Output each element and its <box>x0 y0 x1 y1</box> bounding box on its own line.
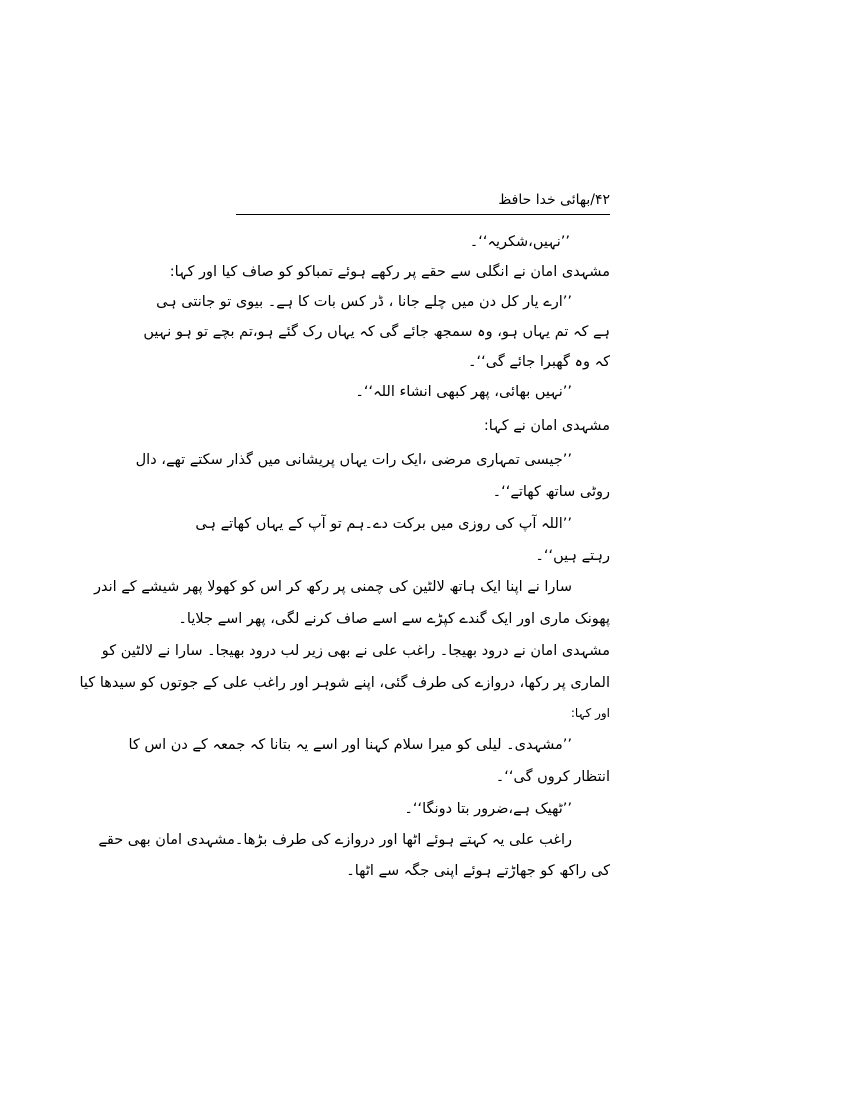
text-line-3: ’’ارے یار کل دن میں چلے جانا ، ڈر کس بات کا ہے۔ بیوی تو جانتی ہی <box>156 294 572 310</box>
text-line-1: ’’نہیں،شکریہ‘‘۔ <box>469 234 570 250</box>
text-line-8: ’’جیسی تمہاری مرضی ،ایک رات یہاں پریشانی میں گذار سکتے تھے، دال <box>135 452 572 468</box>
text-line-6: ’’نہیں بھائی، پھر کبھی انشاء اللہ‘‘۔ <box>355 384 572 400</box>
text-line-16: اور کہا: <box>570 706 610 720</box>
text-line-2: مشہدی امان نے انگلی سے حقے پر رکھے ہوئے تمباکو کو صاف کیا اور کہا: <box>169 264 610 280</box>
text-line-20: راغب علی یہ کہتے ہوئے اٹھا اور دروازے کی طرف بڑھا۔مشہدی امان بھی حقے <box>98 832 572 848</box>
text-line-21: کی راکھ کو جھاڑتے ہوئے اپنی جگہ سے اٹھا۔ <box>346 863 610 879</box>
text-line-11: رہتے ہیں‘‘۔ <box>535 548 610 564</box>
text-line-12: سارا نے اپنا ایک ہاتھ لالٹین کی چمنی پر رکھ کر اس کو کھولا پھر شیشے کے اندر <box>94 579 572 595</box>
text-line-15: الماری پر رکھا، دروازے کی طرف گئی، اپنے شوہر اور راغب علی کے جوتوں کو سیدھا کیا <box>79 675 610 691</box>
text-line-4: ہے کہ تم یہاں ہو، وہ سمجھ جائے گی کہ یہاں رک گئے ہو،تم بچے تو ہو نہیں <box>143 324 610 340</box>
text-line-19: ’’ٹھیک ہے،ضرور بتا دونگا‘‘۔ <box>404 801 572 817</box>
text-line-18: انتظار کروں گی‘‘۔ <box>495 769 610 785</box>
text-line-13: پھونک ماری اور ایک گندے کپڑے سے اسے صاف کرنے لگی، پھر اسے جلایا۔ <box>178 611 610 627</box>
text-line-5: کہ وہ گھبرا جائے گی‘‘۔ <box>468 354 610 370</box>
running-header: ۴۲/بھائی خدا حافظ <box>498 192 610 208</box>
text-line-10: ’’اللہ آپ کی روزی میں برکت دے۔ہم تو آپ کے یہاں کھاتے ہی <box>195 516 572 532</box>
text-line-17: ’’مشہدی۔ لیلی کو میرا سلام کہنا اور اسے یہ بتانا کہ جمعہ کے دن اس کا <box>128 737 572 753</box>
text-line-9: روٹی ساتھ کھاتے‘‘۔ <box>492 484 610 500</box>
header-rule <box>236 214 610 215</box>
text-line-14: مشہدی امان نے درود بھیجا۔ راغب علی نے بھی زیر لب درود بھیجا۔ سارا نے لالٹین کو <box>101 643 610 659</box>
text-line-7: مشہدی امان نے کہا: <box>483 418 610 434</box>
